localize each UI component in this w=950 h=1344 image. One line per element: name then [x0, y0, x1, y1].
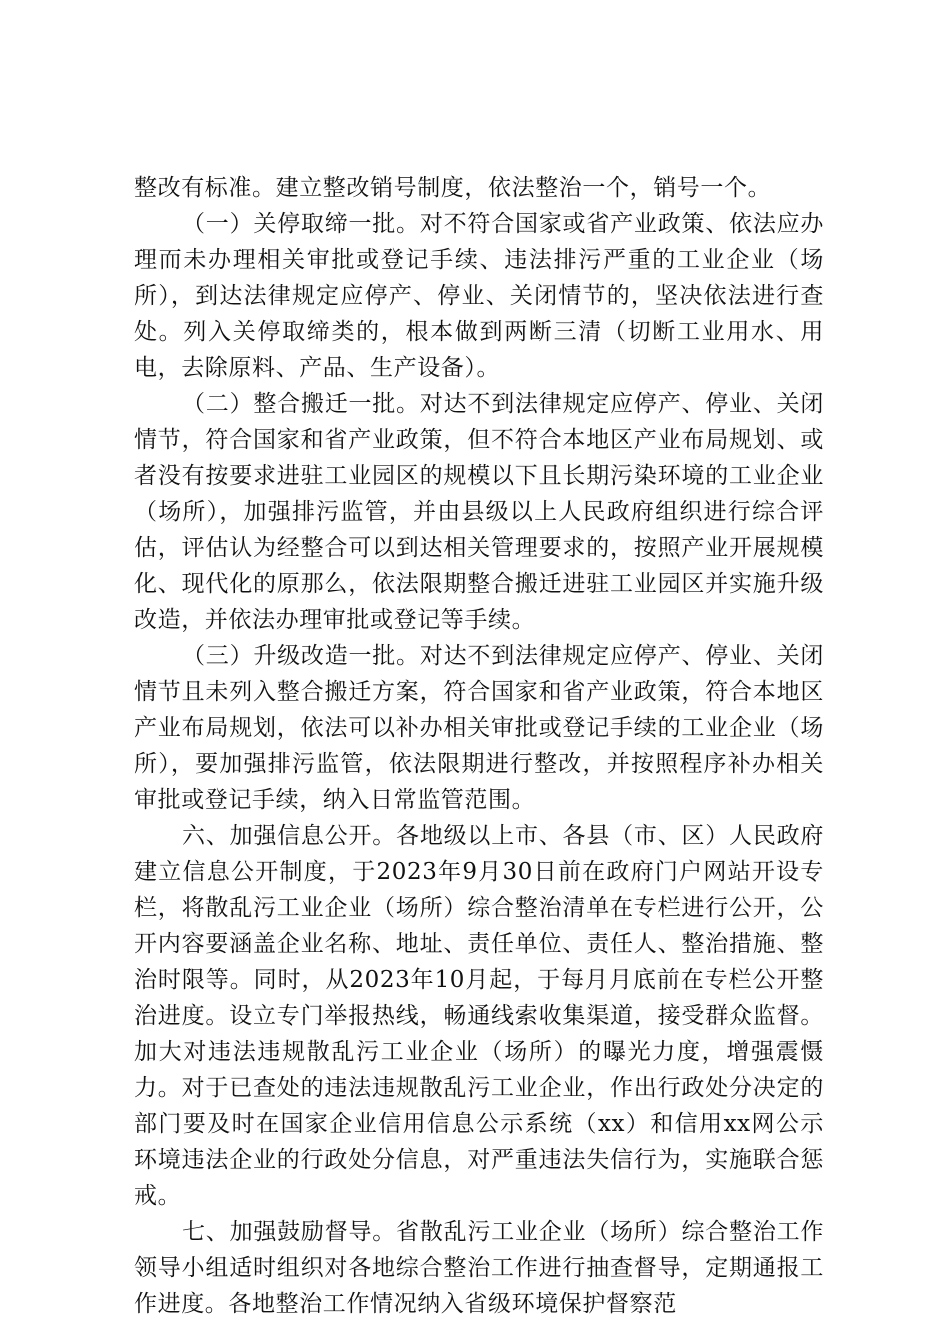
paragraph-continuation: 整改有标准。建立整改销号制度，依法整治一个，销号一个。	[134, 175, 772, 201]
paragraph-information-disclosure: 六、加强信息公开。各地级以上市、各县（市、区）人民政府建立信息公开制度，于2023年9月30日前在政府门户网站开设专栏，将散乱污工业企业（场所）综合整治清单在专栏进行公开，公开内容要涵盖企业名称、地址、责任单位、责任人、整治措施、整治时限等。同时，从2023年10月起，于每月月底前在专栏公开整治进度。设立专门举报热线，畅通线索收集渠道，接受群众监督。加大对违法违规散乱污工业企业（场所）的曝光力度，增强震慑力。对于已查处的违法违规散乱污工业企业，作出行政处分决定的部门要及时在国家企业信用信息公示系统（xx）和信用xx网公示环境违法企业的行政处分信息，对严重违法失信行为，实施联合惩戒。	[134, 823, 824, 1209]
paragraph-shutdown-batch: （一）关停取缔一批。对不符合国家或省产业政策、依法应办理而未办理相关审批或登记手续、违法排污严重的工业企业（场所），到达法律规定应停产、停业、关闭情节的，坚决依法进行查处。列入关停取缔类的，根本做到两断三清（切断工业用水、用电，去除原料、产品、生产设备）。	[134, 211, 824, 381]
paragraph-upgrade-batch: （三）升级改造一批。对达不到法律规定应停产、停业、关闭情节且未列入整合搬迁方案，符合国家和省产业政策，符合本地区产业布局规划，依法可以补办相关审批或登记手续的工业企业（场所），要加强排污监管，依法限期进行整改，并按照程序补办相关审批或登记手续，纳入日常监管范围。	[134, 643, 824, 813]
document-body	[134, 170, 824, 1322]
paragraph-relocation-batch: （二）整合搬迁一批。对达不到法律规定应停产、停业、关闭情节，符合国家和省产业政策，但不符合本地区产业布局规划、或者没有按要求进驻工业园区的规模以下且长期污染环境的工业企业（场所），加强排污监管，并由县级以上人民政府组织进行综合评估，评估认为经整合可以到达相关管理要求的，按照产业开展规模化、现代化的原那么，依法限期整合搬迁进驻工业园区并实施升级改造，并依法办理审批或登记等手续。	[134, 391, 824, 633]
paragraph-supervision: 七、加强鼓励督导。省散乱污工业企业（场所）综合整治工作领导小组适时组织对各地综合整治工作进行抽查督导，定期通报工作进度。各地整治工作情况纳入省级环境保护督察范	[134, 1219, 824, 1317]
